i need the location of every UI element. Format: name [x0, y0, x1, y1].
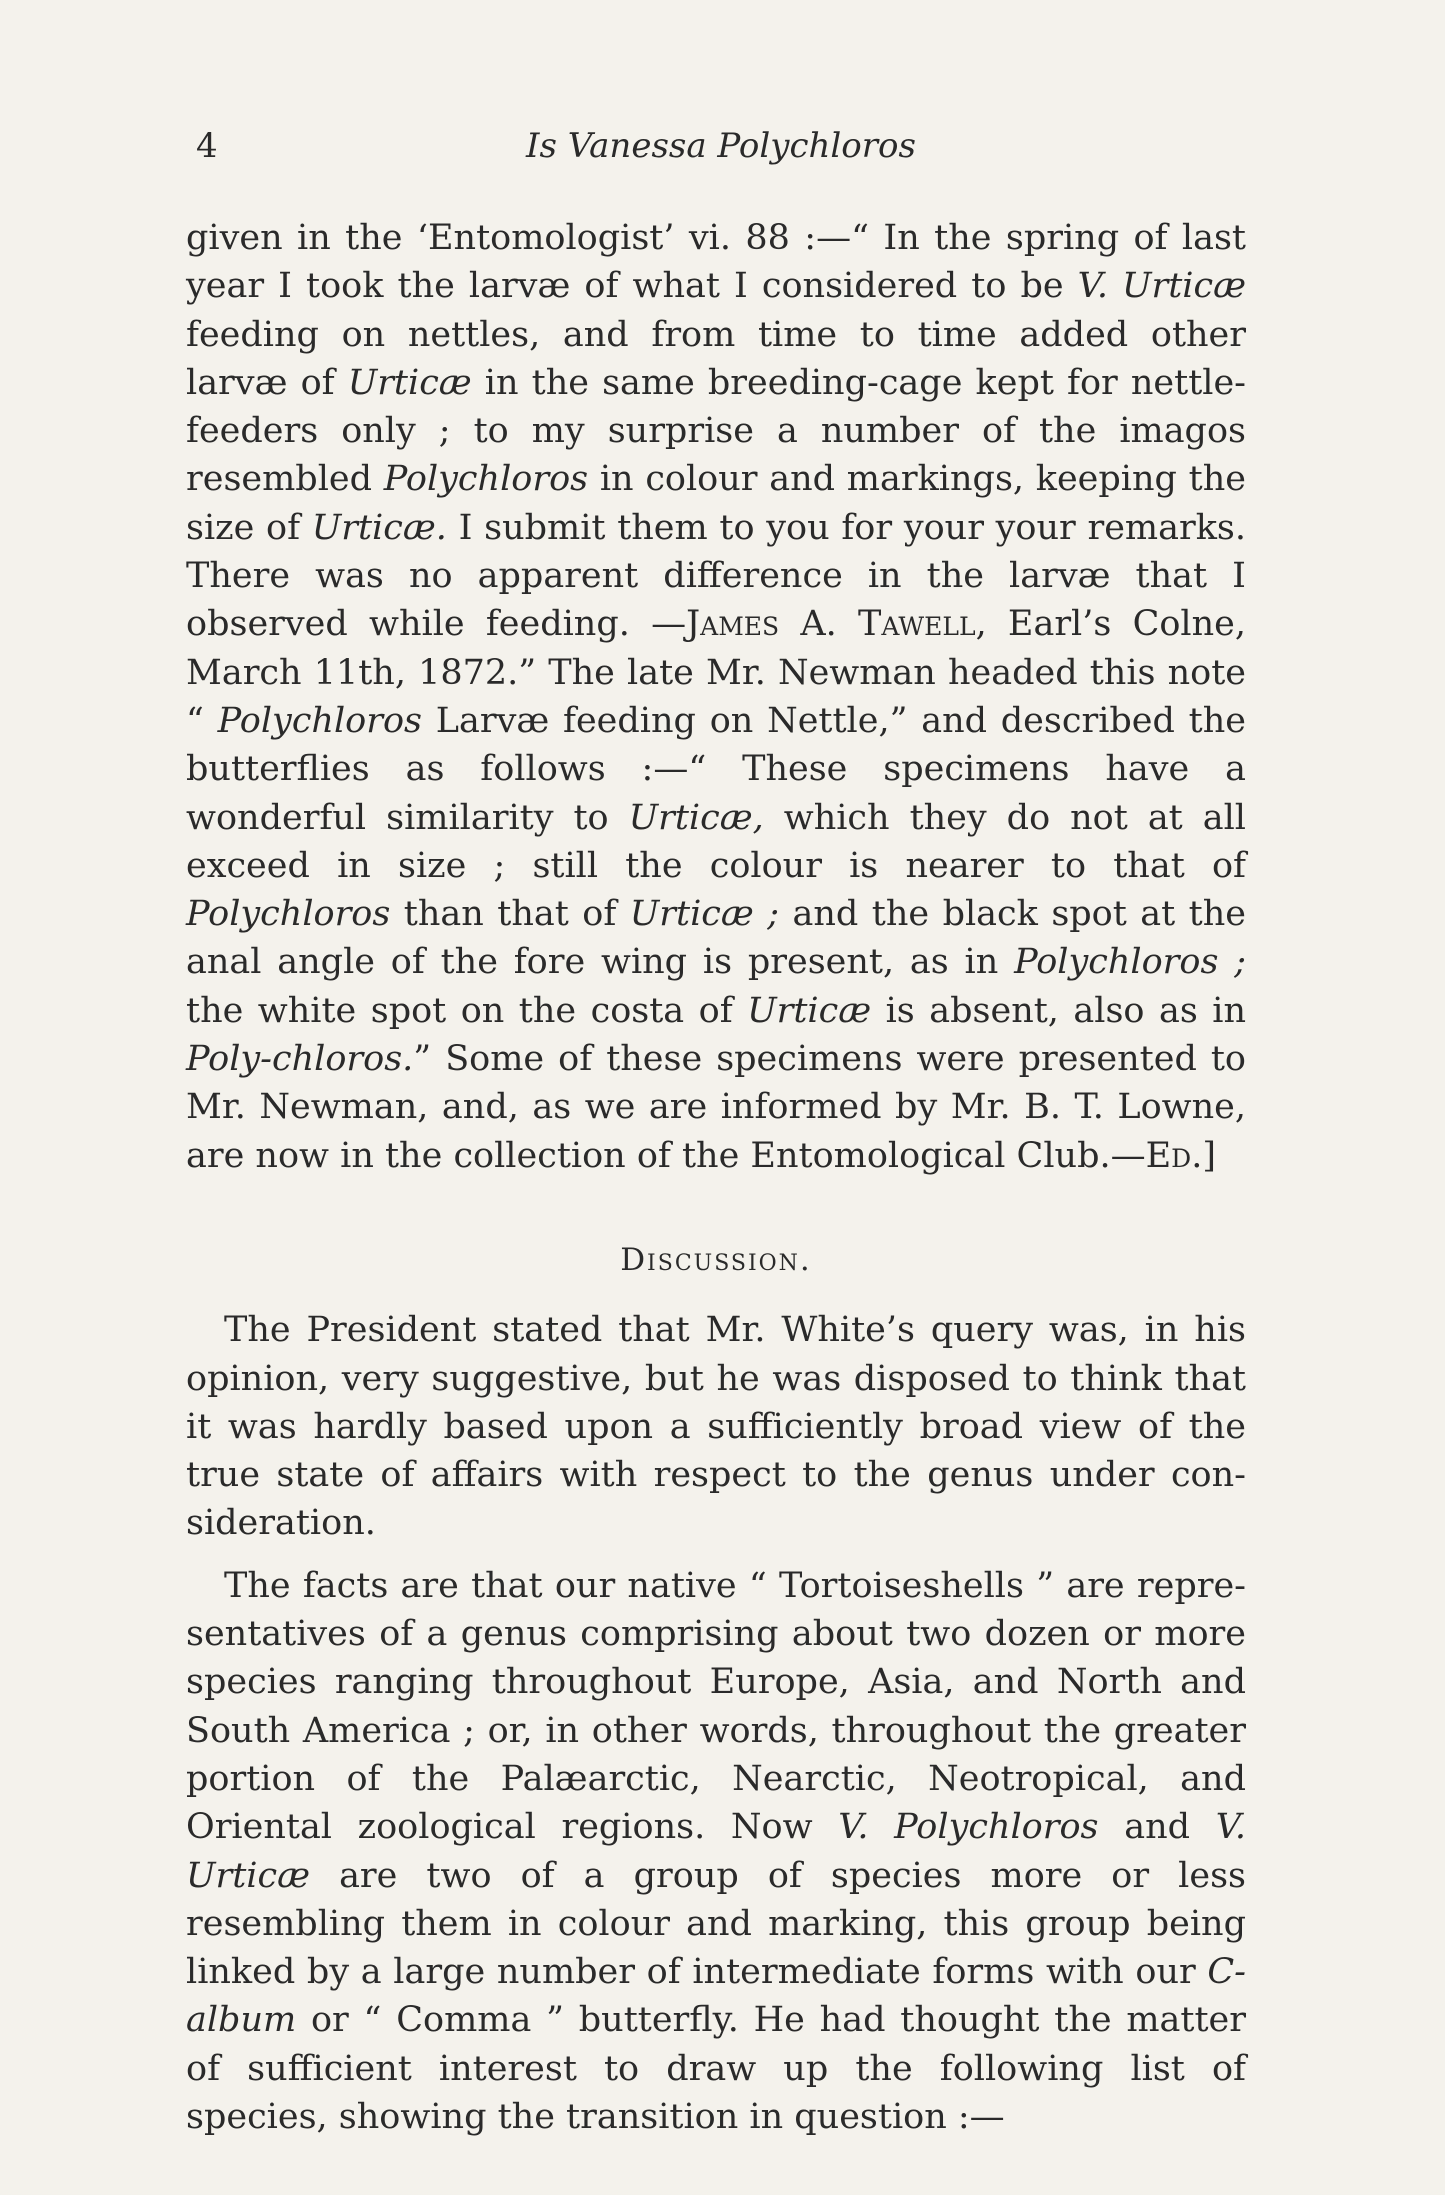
editor-mark: Ed.: [1145, 1135, 1203, 1176]
text-span: the white spot on the costa of: [186, 990, 748, 1031]
text-span: ” Some of these specimens were presented to Mr. Newman, and, as we are informed by Mr. B. T. Lowne, are now in the collection of the Entomological Club.—: [186, 1039, 1246, 1176]
taxon-name: Urticæ: [747, 990, 872, 1031]
body-text: [186, 214, 1246, 2141]
taxon-name: V. Polychloros: [838, 1807, 1099, 1848]
taxon-name: C-album: [186, 1952, 1246, 2041]
running-title: Is Vanessa Polychloros: [526, 126, 916, 166]
text-span: feeding on nettles, and from time to time added other larvæ of: [186, 314, 1246, 403]
text-span: than that of: [390, 894, 630, 935]
taxon-name: Urticæ ;: [629, 894, 780, 935]
text-span: in the same breeding-cage kept for nettle-feeders only ; to my surprise a number of the imagos resembled: [186, 362, 1246, 500]
text-span: The facts are that our native “ Tortoiseshells ” are repre-sentatives of a genus comprising about two dozen or more species ranging throughout Europe, Asia, and North and South America ; or, in other words, throughout the greater portion of the Palæarctic, Nearctic, Neotropical, and Oriental zoological regions. Now: [186, 1565, 1246, 1848]
text-span: , Earl’s Colne, March 11th, 1872.” The late Mr. Newman headed this note “: [186, 604, 1246, 741]
page-header: [196, 126, 1246, 176]
taxon-name: V. Urticæ: [1077, 266, 1246, 307]
text-span: ]: [1202, 1135, 1216, 1176]
discussion-paragraph: [186, 1562, 1246, 2142]
page-number: 4: [196, 126, 218, 166]
text-span: is absent, also as in: [871, 990, 1246, 1031]
taxon-name: Polychloros: [217, 700, 422, 741]
text-span: or “ Comma ” butterfly. He had thought the matter of sufficient interest to draw up the following list of species, showing the transition in question :—: [186, 2000, 1246, 2137]
taxon-name: V. Urticæ: [186, 1807, 1246, 1896]
text-span: in colour and markings, keeping the size of: [186, 459, 1246, 548]
text-span: which they do not at all exceed in size ; still the colour is nearer to that of: [186, 797, 1246, 886]
taxon-name: Polychloros: [186, 894, 391, 935]
text-span: and: [1098, 1807, 1216, 1848]
text-span: Larvæ feeding on Nettle,” and described the butterflies as follows :—“ These specimens have a wonderful similarity to: [186, 700, 1246, 838]
author-name: James A. Tawell: [686, 604, 976, 645]
taxon-name: Urticæ: [347, 362, 472, 403]
quote-paragraph: [186, 214, 1246, 1180]
text-span: I submit them to you for your your remarks. There was no apparent difference in the larvæ that I observed while feeding. —: [186, 507, 1247, 645]
taxon-name: Poly-chloros.: [186, 1039, 414, 1080]
taxon-name: Urticæ.: [311, 507, 447, 548]
text-span: given in the ‘Entomologist’ vi. 88 :—“ In the spring of last year I took the larvæ of what I considered to be: [186, 218, 1246, 307]
text-span: are two of a group of species more or less resembling them in colour and marking, this group being linked by a large number of intermediate forms with our: [186, 1855, 1246, 1993]
discussion-paragraph: The President stated that Mr. White’s query was, in his opinion, very suggestive, but he was disposed to think that it was hardly based upon a sufficiently broad view of the true state of affairs with respect to the genus under con-sideration.: [186, 1310, 1246, 1544]
text-span: and the black spot at the anal angle of the fore wing is present, as in: [186, 894, 1246, 983]
taxon-name: Urticæ,: [628, 797, 764, 838]
taxon-name: Polychloros ;: [1014, 942, 1246, 983]
section-heading: Discussion.: [620, 1241, 812, 1278]
taxon-name: Polychloros: [383, 459, 589, 500]
